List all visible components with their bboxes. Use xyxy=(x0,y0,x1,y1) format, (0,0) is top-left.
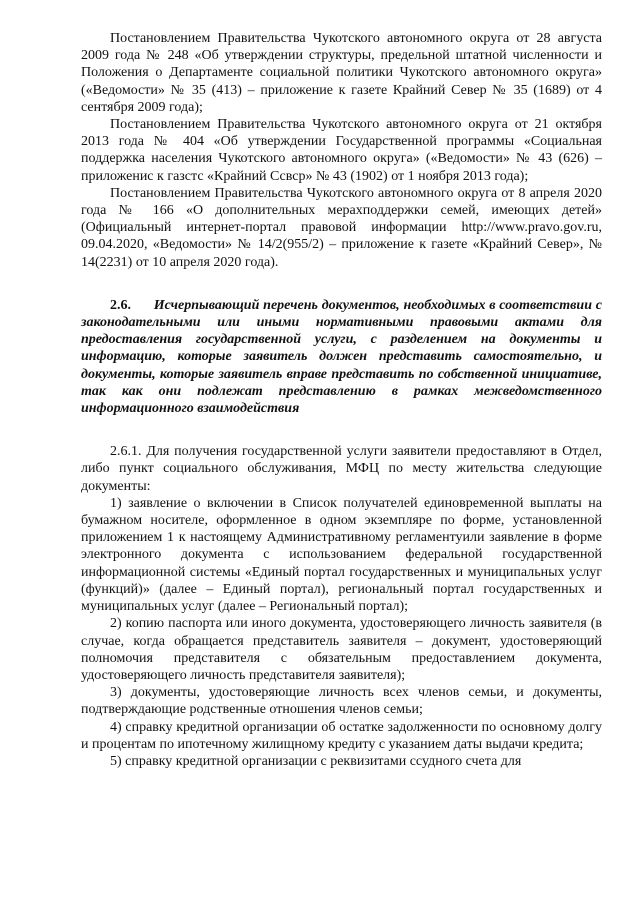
section-number: 2.6. xyxy=(110,297,131,313)
list-item-5: 5) справку кредитной организации с реквизитами ссудного счета для xyxy=(110,753,522,769)
document-page xyxy=(81,30,602,770)
paragraph-resolution-404: Постановлением Правительства Чукотского автономного округа от 21 октября 2013 года № 404 «Об утверждении Государственной программы «Социальная поддержка населения Чукотского автономного округа» («Ведомости» № 43 (626) – приложенис к газстс «Крайний Ссвср» № 43 (1902) от 1 ноября 2013 года); xyxy=(81,117,602,184)
list-item-3: 3) документы, удостоверяющие личность всех членов семьи, и документы, подтверждающие родственные отношения членов семьи; xyxy=(81,685,602,718)
paragraph-resolution-166: Постановлением Правительства Чукотского автономного округа от 8 апреля 2020 года № 166 «О дополнительных мерахподдержки семей, имеющих детей» (Официальный интернет-портал правовой информации http://www.pravo.gov.ru, 09.04.2020, «Ведомости» № 14/2(955/2) – приложение к газете «Крайний Север», № 14(2231) от 10 апреля 2020 года). xyxy=(81,185,602,270)
spacer xyxy=(81,417,602,443)
list-item-1: 1) заявление о включении в Список получателей единовременной выплаты на бумажном носителе, оформленное в одном экземпляре по форме, установленной приложением 1 к настоящему Административному регламентуили заявление в форме электронного документа с использованием федеральной государственной информационной системы «Единый портал государственных и муниципальных услуг (функций)» (далее – Единый портал), региональный портал государственных и муниципальных услуг (далее – Региональный портал); xyxy=(81,495,602,615)
list-item-2: 2) копию паспорта или иного документа, удостоверяющего личность заявителя (в случае, когда обращается представитель заявителя – документ, удостоверяющий полномочия представителя с обязательным предоставлением документа, удостоверяющего личность представителя заявителя); xyxy=(81,616,602,683)
section-heading-2-6 xyxy=(81,297,602,417)
paragraph-2-6-1: 2.6.1. Для получения государственной услуги заявители предоставляют в Отдел, либо пункт социального обслуживания, МФЦ по месту жительства следующие документы: xyxy=(81,444,602,494)
section-heading-text: Исчерпывающий перечень документов, необходимых в соответствии с законодательными или иными нормативными правовыми актами для предоставления государственной услуги, с разделением на документы и информацию, которые заявитель должен представить самостоятельно, и документы, которые заявитель вправе представить по собственной инициативе, так как они подлежат представлению в рамках межведомственного информационного взаимодействия xyxy=(81,297,603,417)
paragraph-resolution-248: Постановлением Правительства Чукотского автономного округа от 28 августа 2009 года № 248 «Об утверждении структуры, предельной штатной численности и Положения о Департаменте социальной политики Чукотского автономного округа» («Ведомости» № 35 (413) – приложение к газете Крайний Север № 35 (1689) от 4 сентября 2009 года); xyxy=(81,31,602,115)
list-item-4: 4) справку кредитной организации об остатке задолженности по основному долгу и процентам по ипотечному жилищному кредиту с указанием даты выдачи кредита; xyxy=(81,719,602,752)
